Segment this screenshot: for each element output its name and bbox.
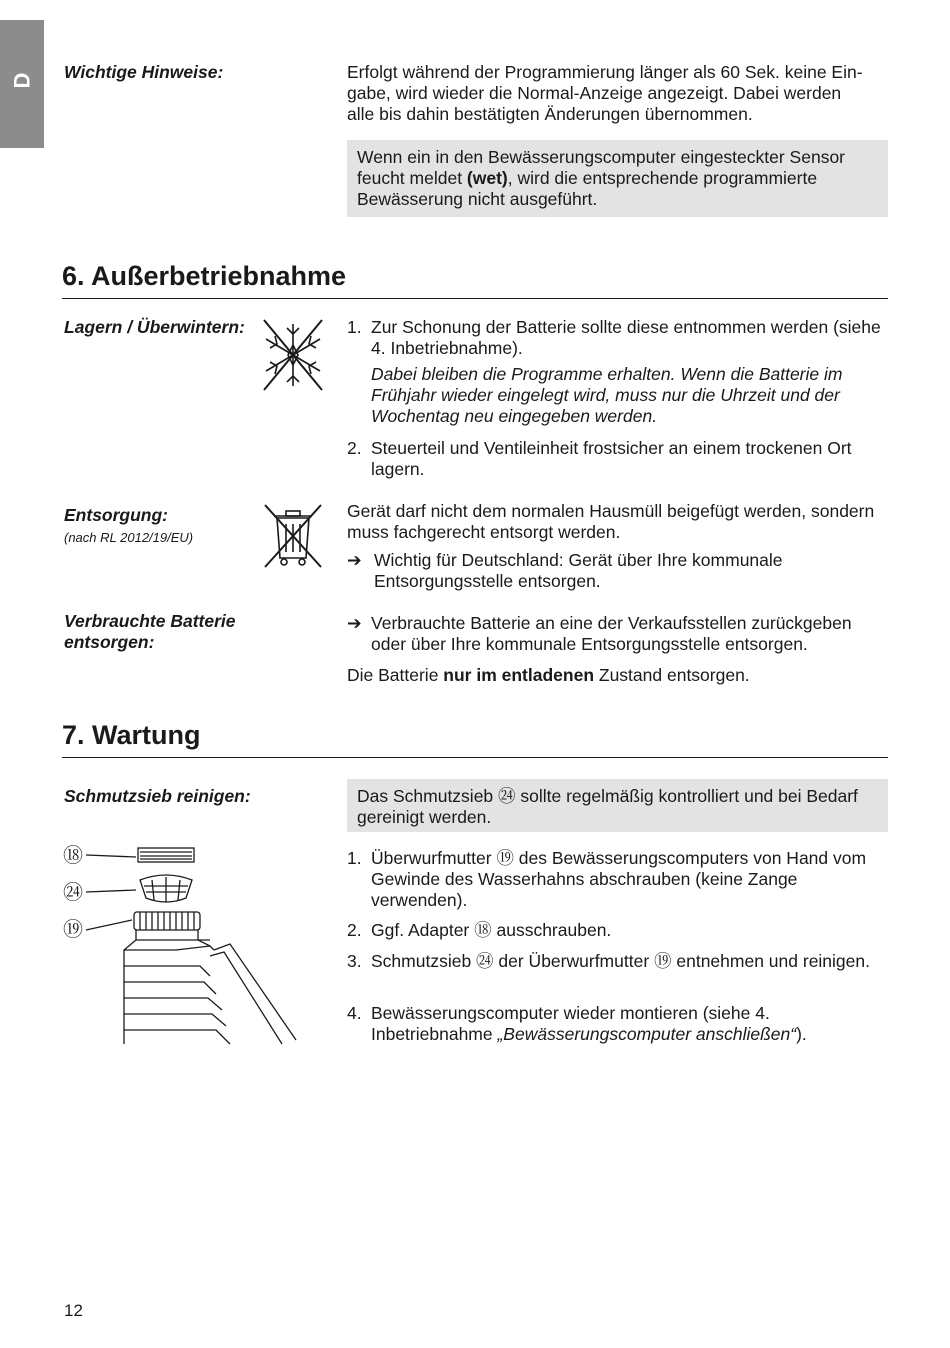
arrow-icon: ➔ <box>347 550 362 570</box>
step-number: 1. <box>347 848 362 868</box>
disposal-label: Entsorgung: <box>64 505 169 525</box>
battery-arrow-item <box>347 613 887 655</box>
step-text <box>371 1003 887 1045</box>
step-text: Ggf. Adapter ⑱ ausschrauben. <box>371 920 612 940</box>
section-6-rule <box>62 298 888 299</box>
page-number: 12 <box>64 1301 83 1320</box>
filter-note-text: Das Schmutzsieb ㉔ sollte regelmäßig kontrolliert und bei Bedarf gereinigt werden. <box>357 786 858 827</box>
battery-arrow-text: Verbrauchte Batterie an eine der Verkaufsstellen zurückgeben oder über Ihre kommunale Entsorgungsstelle entsorgen. <box>371 613 852 654</box>
battery-label-line: Verbrauchte Batterie <box>64 611 236 631</box>
step-number: 4. <box>347 1003 362 1023</box>
battery-label <box>64 611 236 653</box>
section-6-heading: 6. Außerbetriebnahme <box>62 261 347 291</box>
disposal-arrow-item <box>347 550 887 592</box>
storage-step-1 <box>347 317 887 427</box>
disposal-sublabel: (nach RL 2012/19/EU) <box>64 530 194 545</box>
disposal-paragraph: Gerät darf nicht dem normalen Hausmüll beigefügt werden, sondern muss fachgerecht entsorgt werden. <box>347 501 875 542</box>
section-7-rule <box>62 757 888 758</box>
step-number: 3. <box>347 951 362 971</box>
step-number: 1. <box>347 317 362 337</box>
battery-label-line: entsorgen: <box>64 632 155 652</box>
language-tab-label: D <box>9 72 35 89</box>
sensor-note-text: Wenn ein in den Bewässerungscomputer eingesteckter Sensor feucht meldet <box>357 147 846 188</box>
filter-assembly-illustration <box>84 842 300 1046</box>
filter-note-box <box>347 779 888 832</box>
disposal-arrow-text: Wichtig für Deutschland: Gerät über Ihre kommunale Entsorgungsstelle entsorgen. <box>374 550 783 591</box>
filter-step-2 <box>347 920 887 941</box>
battery-final-bold: nur im entladenen <box>443 665 595 685</box>
notes-text-line: gabe, wird wieder die Normal-Anzeige angezeigt. Dabei werden <box>347 83 842 103</box>
crossed-bin-icon <box>262 502 324 570</box>
step-number: 2. <box>347 438 362 458</box>
sensor-note-bold: (wet) <box>466 168 508 188</box>
step-text: Schmutzsieb ㉔ der Überwurfmutter ⑲ entnehmen und reinigen. <box>371 951 870 971</box>
sensor-note-text-end: , wird die entsprechende programmierte Bewässerung nicht ausgeführt. <box>357 168 818 209</box>
section-7-heading: 7. Wartung <box>62 720 201 750</box>
arrow-icon: ➔ <box>347 613 362 633</box>
filter-step-4 <box>347 1003 887 1045</box>
notes-text <box>347 62 892 125</box>
callout-24: ㉔ <box>63 882 83 904</box>
step-text-post: ). <box>796 1024 807 1044</box>
filter-label: Schmutzsieb reinigen: <box>64 786 251 806</box>
notes-text-line: alle bis dahin bestätigten Änderungen übernommen. <box>347 104 753 124</box>
sensor-note-box <box>347 140 888 217</box>
callout-19: ⑲ <box>63 919 83 941</box>
notes-text-line: Erfolgt während der Programmierung länger als 60 Sek. keine Ein- <box>347 62 863 82</box>
step-number: 2. <box>347 920 362 940</box>
filter-step-3 <box>347 951 887 972</box>
disposal-text <box>347 501 887 543</box>
battery-final-pre: Die Batterie <box>347 665 444 685</box>
step-text-pre: Bewässerungscomputer wieder montieren (siehe 4. Inbetriebnahme <box>371 1003 770 1044</box>
storage-label: Lagern / Überwintern: <box>64 317 245 337</box>
battery-final-text <box>347 665 887 686</box>
step-text: Zur Schonung der Batterie sollte diese entnommen werden (siehe 4. Inbetriebnahme). <box>371 317 881 358</box>
step-note: Dabei bleiben die Programme erhalten. Wenn die Batterie im Frühjahr wieder eingelegt wird, muss nur die Uhrzeit und der Wochentag neu eingegeben werden. <box>371 364 843 426</box>
battery-final-post: Zustand entsorgen. <box>594 665 750 685</box>
notes-label: Wichtige Hinweise: <box>64 62 224 82</box>
filter-step-1 <box>347 848 887 911</box>
step-text-italic: „Bewässerungscomputer anschließen“ <box>497 1024 797 1044</box>
language-tab <box>0 20 44 148</box>
callout-18: ⑱ <box>63 845 83 867</box>
storage-step-2 <box>347 438 887 480</box>
step-text: Überwurfmutter ⑲ des Bewässerungscomputers von Hand vom Gewinde des Wasserhahns abschrauben (keine Zange verwenden). <box>371 848 867 910</box>
step-text: Steuerteil und Ventileinheit frostsicher an einem trockenen Ort lagern. <box>371 438 852 479</box>
crossed-snowflake-icon <box>262 318 324 392</box>
